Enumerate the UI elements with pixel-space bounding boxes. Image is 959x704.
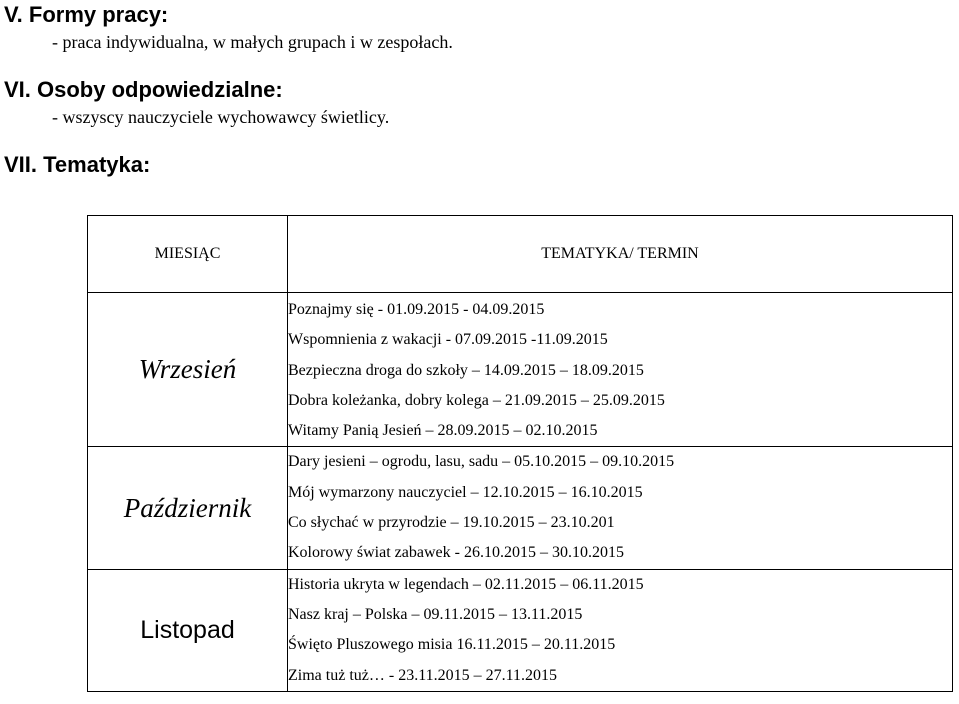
- header-month: MIESIĄC: [88, 216, 288, 293]
- topic-item: Witamy Panią Jesień – 28.09.2015 – 02.10.2015: [288, 422, 598, 440]
- topics-cell-september: [288, 293, 953, 447]
- topics-cell-november: [288, 569, 953, 691]
- topic-item: Poznajmy się - 01.09.2015 - 04.09.2015: [288, 301, 545, 318]
- topic-item: Zima tuż tuż… - 23.11.2015 – 27.11.2015: [288, 666, 557, 684]
- topic-item: Dary jesieni – ogrodu, lasu, sadu – 05.10.2015 – 09.10.2015: [288, 453, 675, 471]
- topic-item: Wspomnienia z wakacji - 07.09.2015 -11.09.2015: [288, 331, 608, 349]
- topic-item: Święto Pluszowego misia 16.11.2015 – 20.11.2015: [288, 636, 616, 654]
- month-cell-november: Listopad: [88, 569, 288, 691]
- table-row: [88, 447, 953, 569]
- table-header-row: [88, 216, 953, 293]
- topic-item: Kolorowy świat zabawek - 26.10.2015 – 30.10.2015: [288, 544, 624, 562]
- section-text-forms: - praca indywidualna, w małych grupach i w zespołach.: [52, 32, 453, 52]
- topic-item: Mój wymarzony nauczyciel – 12.10.2015 – 16.10.2015: [288, 483, 643, 501]
- topics-table: [87, 215, 953, 692]
- topics-cell-october: [288, 447, 953, 569]
- topic-item: Dobra koleżanka, dobry kolega – 21.09.2015 – 25.09.2015: [288, 391, 665, 409]
- month-cell-september: Wrzesień: [88, 293, 288, 447]
- table-row: [88, 569, 953, 691]
- section-heading-forms: V. Formy pracy:: [4, 2, 169, 27]
- section-heading-responsible: VI. Osoby odpowiedzialne:: [4, 77, 283, 102]
- table-row: [88, 293, 953, 447]
- topic-item: Historia ukryta w legendach – 02.11.2015 – 06.11.2015: [288, 575, 644, 593]
- topic-item: Co słychać w przyrodzie – 19.10.2015 – 23.10.201: [288, 514, 615, 532]
- month-cell-october: Październik: [88, 447, 288, 569]
- section-heading-topics: VII. Tematyka:: [4, 152, 151, 177]
- topic-item: Bezpieczna droga do szkoły – 14.09.2015 – 18.09.2015: [288, 361, 644, 379]
- header-topic: TEMATYKA/ TERMIN: [288, 216, 953, 293]
- topic-item: Nasz kraj – Polska – 09.11.2015 – 13.11.2015: [288, 605, 583, 623]
- section-text-responsible: - wszyscy nauczyciele wychowawcy świetlicy.: [52, 107, 390, 127]
